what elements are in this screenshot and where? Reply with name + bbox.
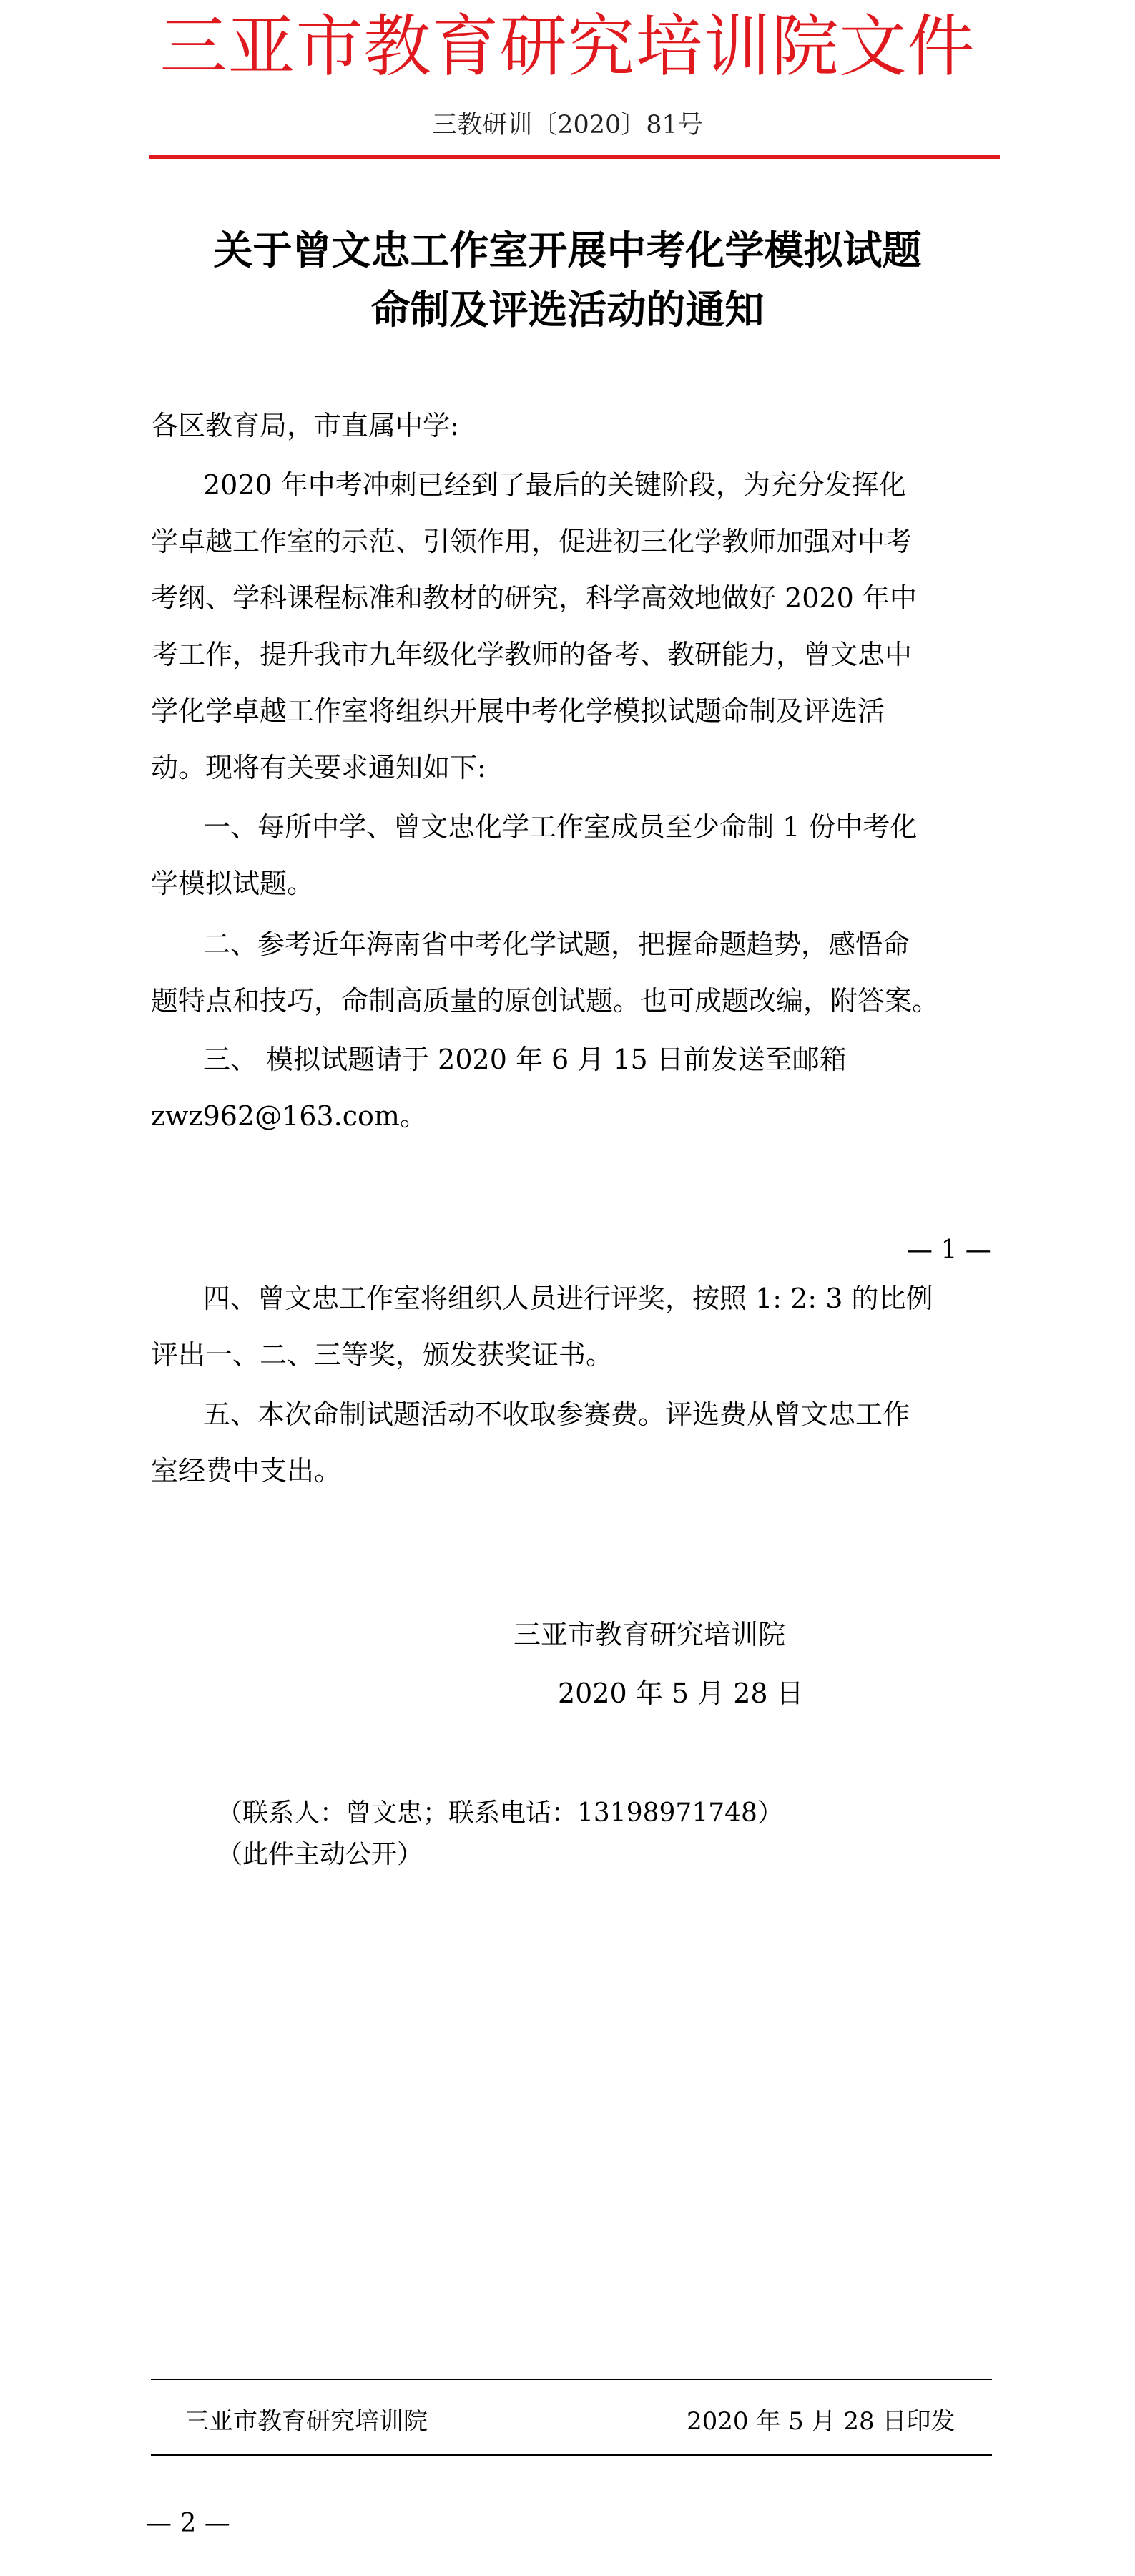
org-header-title: 三亚市教育研究培训院文件 bbox=[159, 8, 976, 86]
page-number-1: — 1 — bbox=[907, 1235, 991, 1265]
item4-text: 评出一、二、三等奖，颁发获奖证书。 bbox=[151, 1339, 614, 1371]
footer-top-rule bbox=[151, 2379, 992, 2380]
contact-line: （联系人：曾文忠；联系电话：13198971748） bbox=[217, 1798, 783, 1828]
para1-text: 动。现将有关要求通知如下: bbox=[151, 752, 486, 783]
signature-date: 2020 年 5 月 28 日 bbox=[558, 1678, 804, 1709]
para1-text: 2020 年中考冲刺已经到了最后的关键阶段，为充分发挥化 bbox=[203, 469, 906, 501]
footer-org: 三亚市教育研究培训院 bbox=[185, 2407, 428, 2436]
item1-text: 一、每所中学、曾文忠化学工作室成员至少命制 1 份中考化 bbox=[203, 811, 918, 843]
footer-bottom-rule bbox=[151, 2454, 992, 2456]
item1-text: 学模拟试题。 bbox=[151, 868, 315, 899]
document-number: 三教研训〔2020〕81号 bbox=[432, 111, 703, 139]
para1-text: 考纲、学科课程标准和教材的研究，科学高效地做好 2020 年中 bbox=[151, 582, 917, 614]
para1-text: 学卓越工作室的示范、引领作用，促进初三化学教师加强对中考 bbox=[151, 526, 913, 557]
notice-title-line-1: 关于曾文忠工作室开展中考化学模拟试题 bbox=[213, 227, 922, 273]
item5-text: 室经费中支出。 bbox=[151, 1455, 342, 1487]
item3-text: 三、 模拟试题请于 2020 年 6 月 15 日前发送至邮箱 bbox=[203, 1044, 847, 1075]
salutation: 各区教育局，市直属中学: bbox=[151, 410, 459, 441]
para1-text: 学化学卓越工作室将组织开展中考化学模拟试题命制及评选活 bbox=[151, 695, 885, 727]
para1-text: 考工作，提升我市九年级化学教师的备考、教研能力，曾文忠中 bbox=[151, 639, 913, 670]
signature-org: 三亚市教育研究培训院 bbox=[514, 1619, 786, 1650]
item4-text: 四、曾文忠工作室将组织人员进行评奖，按照 1: 2: 3 的比例 bbox=[203, 1283, 933, 1314]
disclosure-line: （此件主动公开） bbox=[217, 1840, 423, 1869]
item2-text: 二、参考近年海南省中考化学试题，把握命题趋势，感悟命 bbox=[203, 929, 910, 960]
page-number-2: — 2 — bbox=[146, 2509, 230, 2538]
item5-text: 五、本次命制试题活动不收取参赛费。评选费从曾文忠工作 bbox=[203, 1399, 910, 1430]
header-red-rule bbox=[149, 155, 1000, 159]
notice-title-line-2: 命制及评选活动的通知 bbox=[370, 286, 765, 333]
item3-email: zwz962@163.com。 bbox=[151, 1100, 427, 1132]
footer-print-date: 2020 年 5 月 28 日印发 bbox=[687, 2407, 955, 2436]
item2-text: 题特点和技巧，命制高质量的原创试题。也可成题改编，附答案。 bbox=[151, 985, 940, 1017]
